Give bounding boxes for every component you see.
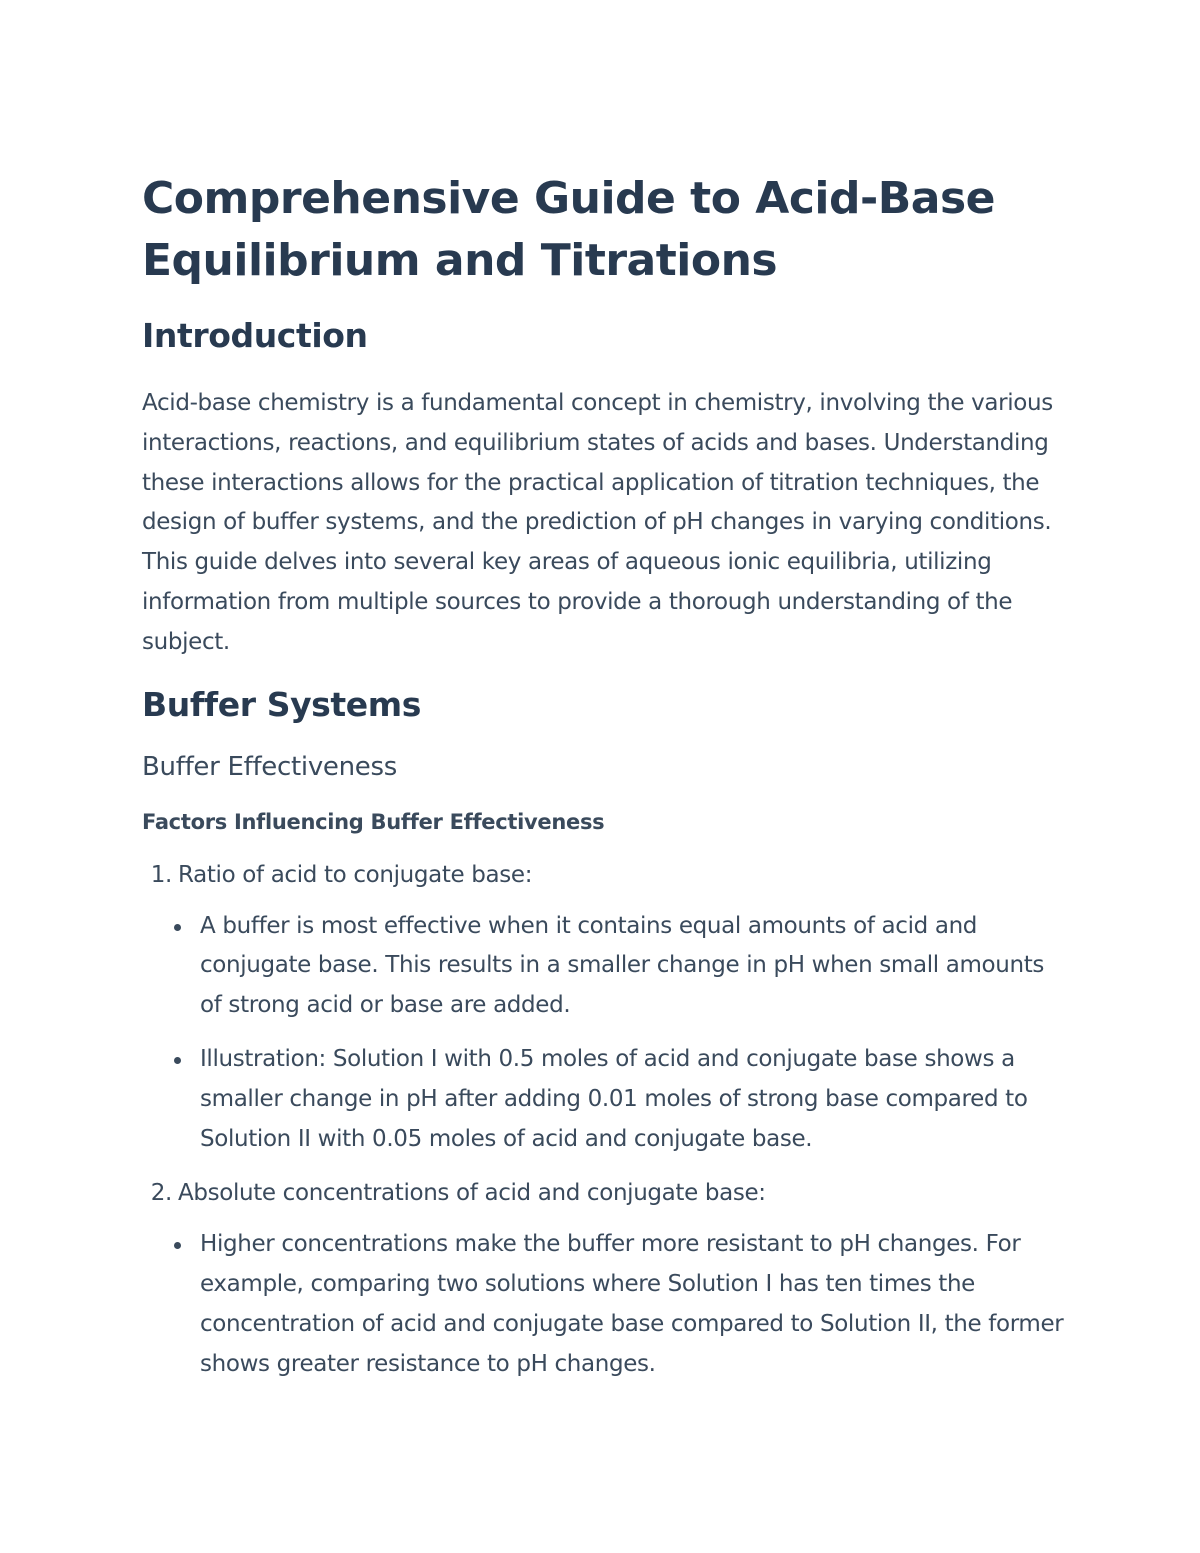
factor-number: 1 . [142, 855, 172, 895]
factors-list [142, 855, 1072, 1385]
bullet-icon [174, 1242, 181, 1249]
factor-number: 2 . [142, 1173, 172, 1213]
factor-label: Ratio of acid to conjugate base: [178, 861, 533, 888]
factor-label: Absolute concentrations of acid and conjugate base: [178, 1180, 766, 1207]
factors-heading: Factors Influencing Buffer Effectiveness [142, 809, 605, 834]
factor-item [142, 855, 1072, 1160]
factor-bullet-list [142, 1225, 1072, 1384]
factor-item [142, 1173, 1072, 1384]
list-item [200, 1040, 1072, 1159]
bullet-text: Higher concentrations make the buffer more resistant to pH changes. For example, comparing two solutions where Solution I has ten times the concentration of acid and conjugate base compared to Solution II, the former shows greater resistance to pH changes. [200, 1231, 1064, 1377]
buffer-systems-heading: Buffer Systems [142, 684, 422, 724]
bullet-icon [174, 1057, 181, 1064]
bullet-text: A buffer is most effective when it contains equal amounts of acid and conjugate base. This results in a smaller change in pH when small amounts of strong acid or base are added. [200, 912, 1045, 1019]
bullet-icon [174, 924, 181, 931]
list-item [200, 1225, 1072, 1384]
bullet-text: Illustration: Solution I with 0.5 moles of acid and conjugate base shows a smaller change in pH after adding 0.01 moles of strong base compared to Solution II with 0.05 moles of acid and conjugate base. [200, 1045, 1028, 1152]
buffer-effectiveness-subheading: Buffer Effectiveness [142, 751, 397, 782]
document-title: Comprehensive Guide to Acid-Base Equilibrium and Titrations [142, 173, 995, 286]
factor-bullet-list [142, 907, 1072, 1160]
document-page [142, 168, 1072, 1399]
list-item [200, 907, 1072, 1026]
introduction-heading: Introduction [142, 316, 368, 355]
introduction-paragraph: Acid-base chemistry is a fundamental concept in chemistry, involving the various interactions, reactions, and equilibrium states of acids and bases. Understanding these interactions allows for the practical application of titration techniques, the design of buffer systems, and the prediction of pH changes in varying conditions. This guide delves into several key areas of aqueous ionic equilibria, utilizing information from multiple sources to provide a thorough understanding of the subject. [142, 390, 1053, 655]
